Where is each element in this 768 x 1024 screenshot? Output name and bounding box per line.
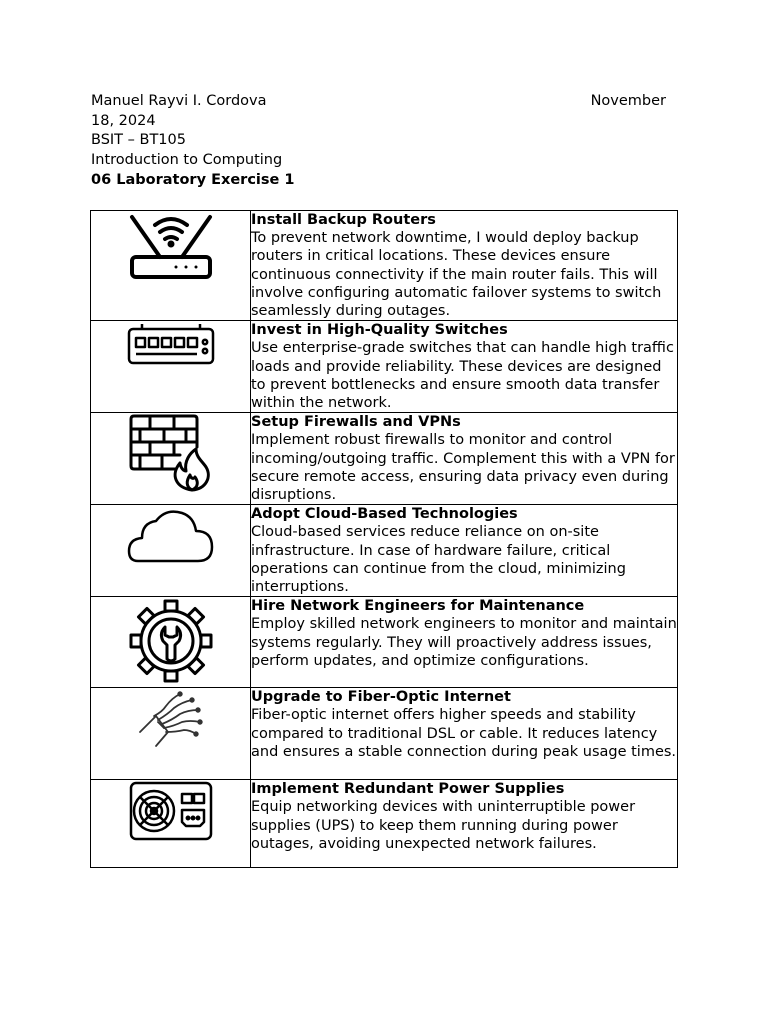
icon-cell xyxy=(91,597,251,688)
item-description: Fiber-optic internet offers higher speeds and stability compared to traditional DSL or cable. It reduces latency and ensures a stable connection during peak usage times. xyxy=(251,707,677,760)
item-description: Employ skilled network engineers to monitor and maintain systems regularly. They will proactively address issues, perform updates, and optimize configurations. xyxy=(251,616,677,669)
icon-cell xyxy=(91,321,251,413)
text-cell xyxy=(251,780,678,868)
text-cell xyxy=(251,505,678,597)
table-row xyxy=(91,321,678,413)
wifi-router-icon xyxy=(126,211,216,283)
text-cell xyxy=(251,211,678,321)
item-title: Install Backup Routers xyxy=(251,212,436,228)
text-cell xyxy=(251,688,678,780)
item-description: Equip networking devices with uninterruptible power supplies (UPS) to keep them running during power outages, avoiding unexpected network failures. xyxy=(251,799,636,852)
item-title: Setup Firewalls and VPNs xyxy=(251,414,461,431)
item-description: Use enterprise-grade switches that can handle high traffic loads and provide reliability. These devices are designed to prevent bottlenecks and ensure smooth data transfer within the network. xyxy=(251,340,674,412)
power-supply-icon xyxy=(128,780,214,842)
section-code: BSIT – BT105 xyxy=(91,132,186,149)
item-description: Implement robust firewalls to monitor and control incoming/outgoing traffic. Complement this with a VPN for secure remote access, ensuring data privacy even during disruptions. xyxy=(251,432,675,504)
date-continued: 18, 2024 xyxy=(91,112,156,129)
table-row xyxy=(91,597,678,688)
item-title: Implement Redundant Power Supplies xyxy=(251,781,565,798)
author-name: Manuel Rayvi I. Cordova xyxy=(91,93,267,109)
strategies-table xyxy=(90,210,678,868)
icon-cell xyxy=(91,413,251,505)
author-date-line xyxy=(91,92,666,112)
cloud-icon xyxy=(126,505,216,565)
text-cell xyxy=(251,321,678,413)
icon-cell xyxy=(91,688,251,780)
text-cell xyxy=(251,597,678,688)
item-title: Invest in High-Quality Switches xyxy=(251,322,508,339)
icon-cell xyxy=(91,505,251,597)
table-row xyxy=(91,505,678,597)
item-title: Upgrade to Fiber-Optic Internet xyxy=(251,689,511,706)
gear-wrench-icon xyxy=(127,597,215,685)
exercise-title: 06 Laboratory Exercise 1 xyxy=(91,171,295,188)
table-row xyxy=(91,688,678,780)
firewall-icon xyxy=(128,413,214,493)
item-title: Adopt Cloud-Based Technologies xyxy=(251,506,518,523)
icon-cell xyxy=(91,780,251,868)
item-description: Cloud-based services reduce reliance on on-site infrastructure. In case of hardware failure, critical operations can continue from the cloud, minimizing interruptions. xyxy=(251,524,626,596)
course-name: Introduction to Computing xyxy=(91,152,283,169)
table-row xyxy=(91,211,678,321)
network-switch-icon xyxy=(126,321,216,367)
table-row xyxy=(91,780,678,868)
item-description: To prevent network downtime, I would deploy backup routers in critical locations. These devices ensure continuous connectivity if the main router fails. This will involve configuring automatic failover systems to switch seamlessly during outages. xyxy=(251,230,662,320)
icon-cell xyxy=(91,211,251,321)
document-header xyxy=(91,92,666,191)
item-title: Hire Network Engineers for Maintenance xyxy=(251,598,585,615)
date-month: November xyxy=(590,93,666,109)
table-row xyxy=(91,413,678,505)
fiber-optic-icon xyxy=(136,688,206,750)
text-cell xyxy=(251,413,678,505)
